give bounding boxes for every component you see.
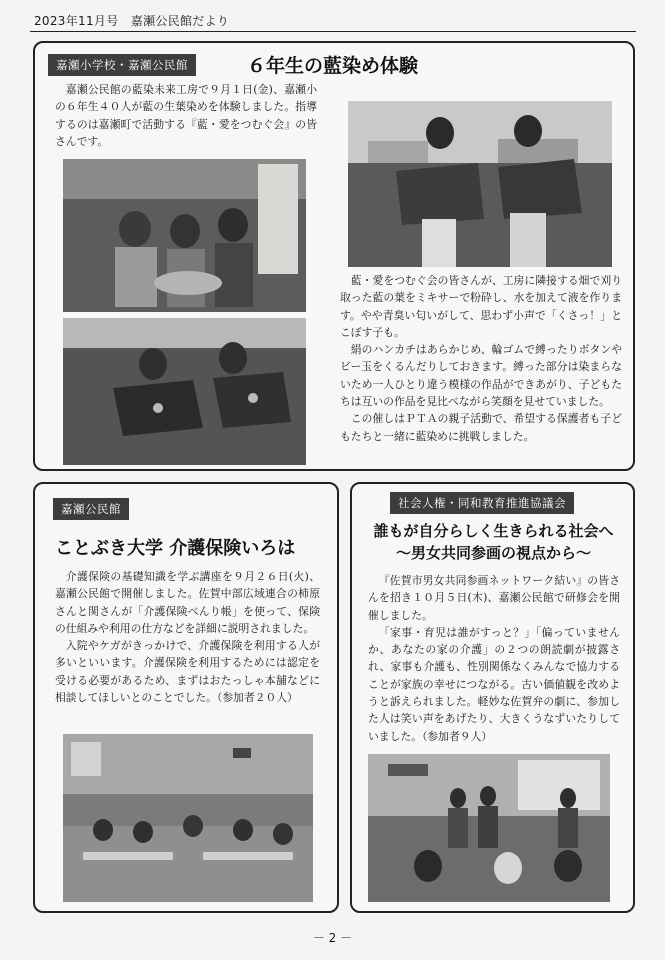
article-tag: 嘉瀬小学校・嘉瀬公民館: [48, 54, 196, 76]
article-title: ことぶき大学 介護保険いろは: [55, 538, 296, 559]
article-title: ６年生の藍染め体験: [247, 55, 419, 77]
paragraph: 『佐賀市男女共同参画ネットワーク結い』の皆さんを招き１０月５日(木)、嘉瀬公民館で研修会を開催しました。: [368, 574, 620, 622]
article-body: [55, 568, 320, 706]
paragraph: 藍・愛をつむぐ会の皆さんが、工房に隣接する畑で刈り取った藍の葉をミキサーで粉砕し、水を加えて液を作ります。やや青臭い匂いがして、思わず小声で「くさっ！」とこぼす子も。: [340, 274, 622, 339]
paragraph: 絹のハンカチはあらかじめ、輪ゴムで縛ったりボタンやビー玉をくるんだりしておきます。縛った部分は染まらないため一人ひとり違う模様の作品ができあがり、子どもたちは互いの作品を見比べながら笑顔を見せていました。: [340, 343, 622, 409]
article-intro: 嘉瀬公民館の藍染未来工房で９月１日(金)、嘉瀬小の６年生４０人が藍の生葉染めを体験しました。指導するのは嘉瀬町で活動する『藍・愛をつむぐ会』の皆さんです。: [55, 83, 317, 148]
paragraph: 介護保険の基礎知識を学ぶ講座を９月２６日(火)、嘉瀬公民館で開催しました。佐賀中部広域連合の柿原さんと関さんが「介護保険べんり帳」を使って、保険の仕組みや利用の仕方などを詳細に説明されました。: [55, 570, 320, 635]
article-body: [368, 572, 620, 745]
article-care-insurance: [33, 482, 339, 913]
photo-reading-play: [368, 754, 610, 902]
article-title-line2: ～男女共同参画の視点から～: [395, 544, 591, 562]
article-tag: 社会人権・同和教育推進協議会: [390, 492, 574, 514]
photo-children-dyeing: [63, 159, 306, 312]
photo-children-handkerchiefs: [63, 318, 306, 465]
article-body: [340, 272, 622, 445]
article-title-line1: 誰もが自分らしく生きられる社会へ: [373, 522, 614, 540]
header-rule: [30, 31, 636, 32]
article-gender-equality: [350, 482, 635, 913]
paragraph: 入院やケガがきっかけで、介護保険を利用する人が多いといいます。介護保険を利用するためには認定を受ける必要があるため、まずはおたっしゃ本舗などに相談してほしいとのことでした。（参加者２０人）: [55, 639, 320, 705]
article-indigo-dyeing: [33, 41, 635, 471]
issue-header: 2023年11月号 嘉瀬公民館だより: [34, 14, 230, 28]
paragraph: この催しはＰＴＡの親子活動で、希望する保護者も子どもたちと一緒に藍染めに挑戦しました。: [340, 412, 622, 443]
article-tag: 嘉瀬公民館: [53, 498, 129, 520]
photo-girls-with-cloths: [348, 101, 612, 267]
paragraph: 「家事・育児は誰がすっと？」「偏っていませんか、あなたの家の介護」の２つの朗読劇が披露され、家事も介護も、性別関係なくみんなで協力することが家族の幸せにつながる。古い価値観を改めようと訴えられました。軽妙な佐賀弁の劇に、参加した人は笑い声をあげたり、大きくうなずいたりしていました。（参加者９人）: [368, 625, 620, 743]
page-number: － 2 －: [312, 931, 353, 945]
photo-lecture-hall: [63, 734, 313, 902]
